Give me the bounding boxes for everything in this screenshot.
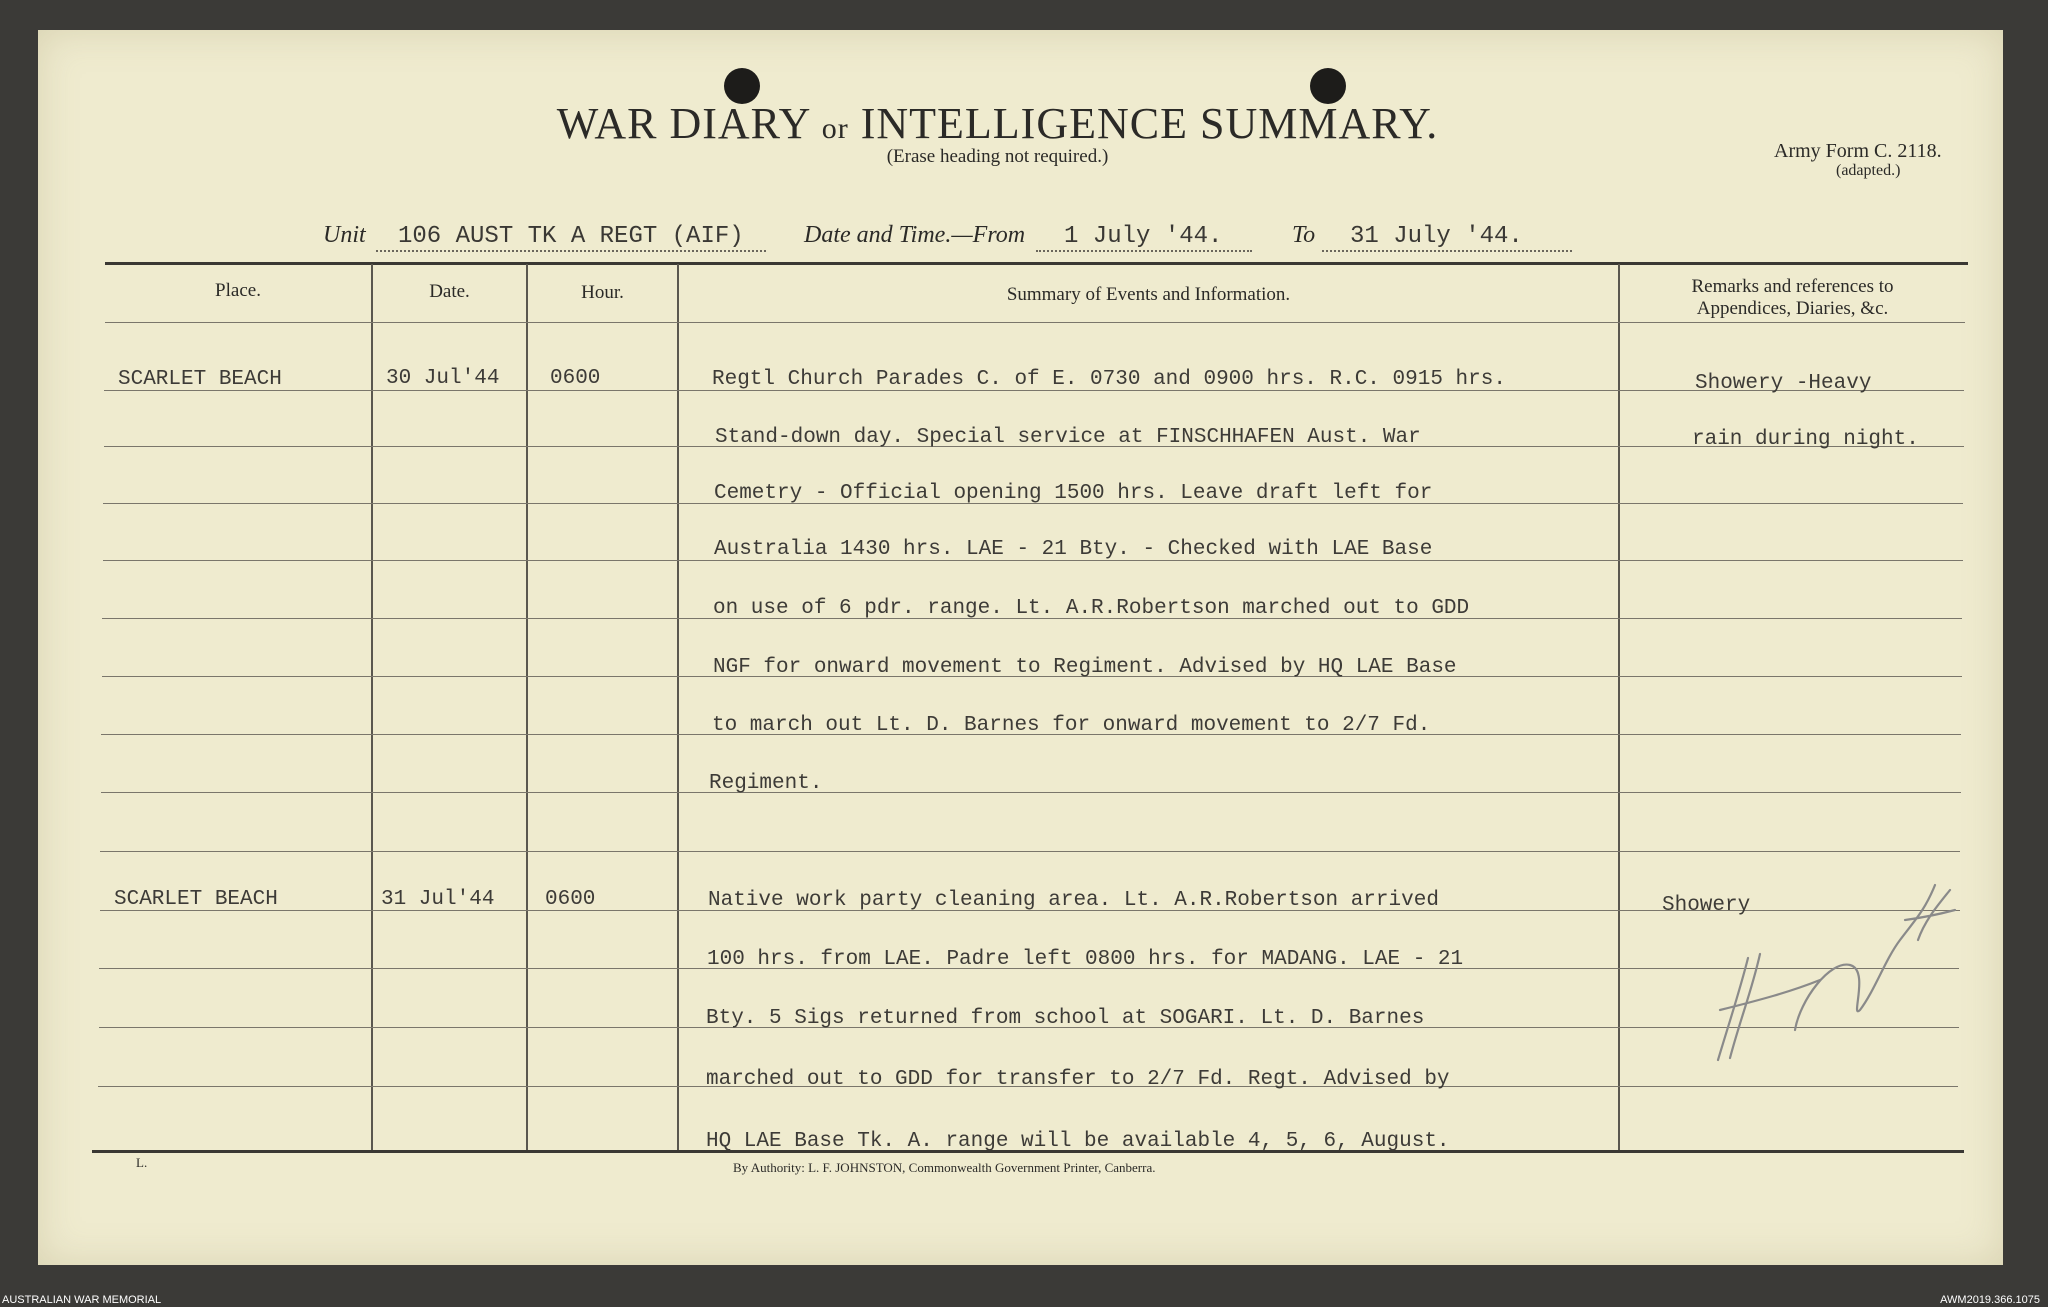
ruled-line xyxy=(101,792,1961,793)
remarks-line: rain during night. xyxy=(1692,428,1919,451)
entry-date: 30 Jul'44 xyxy=(386,367,500,390)
column-divider-summary xyxy=(1618,264,1620,1150)
summary-line: Regtl Church Parades C. of E. 0730 and 0900 hrs. R.C. 0915 hrs. xyxy=(712,368,1506,391)
caption-right: AWM2019.366.1075 xyxy=(1940,1294,2040,1306)
summary-line: to march out Lt. D. Barnes for onward movement to 2/7 Fd. xyxy=(712,714,1431,737)
table-top-rule xyxy=(105,262,1968,265)
ruled-line xyxy=(100,851,1960,852)
entry-date: 31 Jul'44 xyxy=(381,888,495,911)
summary-line: 100 hrs. from LAE. Padre left 0800 hrs. for MADANG. LAE - 21 xyxy=(707,948,1464,971)
title-or: or xyxy=(821,112,849,145)
date-time-label: Date and Time.—From xyxy=(804,222,1026,248)
to-label: To xyxy=(1292,222,1316,248)
remarks-line: Showery -Heavy xyxy=(1695,372,1872,395)
footer-authority: By Authority: L. F. JOHNSTON, Commonwealth Government Printer, Canberra. xyxy=(733,1160,1156,1175)
from-field xyxy=(1036,222,1252,252)
unit-value: 106 AUST TK A REGT (AIF) xyxy=(398,223,744,250)
to-value: 31 July '44. xyxy=(1350,223,1523,250)
col-head-remarks-line1: Remarks and references to xyxy=(1691,276,1894,297)
col-head-summary: Summary of Events and Information. xyxy=(1006,284,1291,305)
col-head-date: Date. xyxy=(429,281,470,302)
footer-mark: L. xyxy=(136,1155,148,1170)
entry-hour: 0600 xyxy=(550,367,601,390)
summary-line: on use of 6 pdr. range. Lt. A.R.Robertson marched out to GDD xyxy=(713,597,1470,620)
summary-line: Bty. 5 Sigs returned from school at SOGARI. Lt. D. Barnes xyxy=(706,1007,1425,1030)
column-divider-hour xyxy=(677,264,679,1150)
unit-label: Unit xyxy=(323,222,366,248)
ruled-line xyxy=(105,322,1965,323)
army-form-adapted: (adapted.) xyxy=(1836,162,1901,179)
col-head-remarks xyxy=(1620,276,1965,320)
title-war-diary: WAR DIARY xyxy=(556,99,810,148)
col-head-remarks-line2: Appendices, Diaries, &c. xyxy=(1696,298,1889,319)
col-head-place: Place. xyxy=(215,280,261,301)
summary-line: Cemetry - Official opening 1500 hrs. Leave draft left for xyxy=(714,482,1433,505)
page-subtitle: (Erase heading not required.) xyxy=(886,146,1109,167)
column-divider-place xyxy=(371,264,373,1150)
summary-line: Stand-down day. Special service at FINSCHHAFEN Aust. War xyxy=(715,426,1421,449)
entry-hour: 0600 xyxy=(545,888,596,911)
column-divider-date xyxy=(526,264,528,1150)
army-form-number: Army Form C. 2118. xyxy=(1774,140,1942,162)
summary-line: HQ LAE Base Tk. A. range will be available 4, 5, 6, August. xyxy=(706,1130,1450,1153)
pencil-signature xyxy=(1700,880,1960,1070)
summary-line: Native work party cleaning area. Lt. A.R.Robertson arrived xyxy=(708,889,1439,912)
entry-place: SCARLET BEACH xyxy=(114,888,278,911)
page-title xyxy=(0,98,1995,149)
col-head-hour: Hour. xyxy=(581,282,624,303)
to-field xyxy=(1322,222,1572,252)
remarks-line: Showery xyxy=(1662,894,1751,917)
unit-field xyxy=(376,222,766,252)
from-value: 1 July '44. xyxy=(1064,223,1223,250)
summary-line: marched out to GDD for transfer to 2/7 Fd. Regt. Advised by xyxy=(706,1068,1450,1091)
title-intelligence-summary: INTELLIGENCE SUMMARY. xyxy=(860,99,1439,148)
caption-left: AUSTRALIAN WAR MEMORIAL xyxy=(2,1294,162,1306)
summary-line: Australia 1430 hrs. LAE - 21 Bty. - Checked with LAE Base xyxy=(714,538,1433,561)
summary-line: Regiment. xyxy=(709,772,823,795)
summary-line: NGF for onward movement to Regiment. Advised by HQ LAE Base xyxy=(713,656,1457,679)
entry-place: SCARLET BEACH xyxy=(118,368,282,391)
